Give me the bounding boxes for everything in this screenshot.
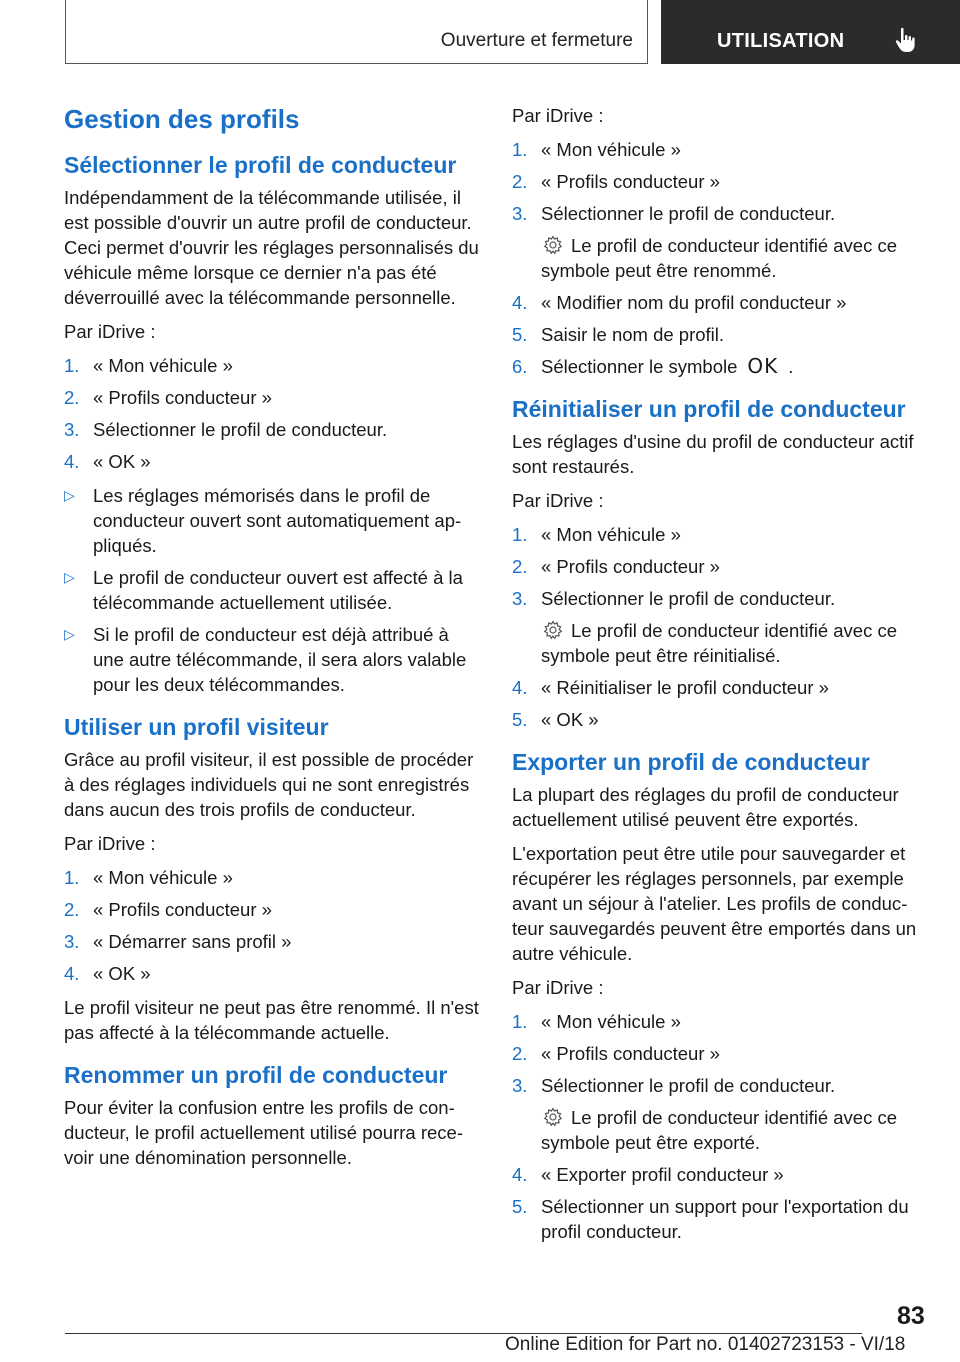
- step-number: 1.: [64, 867, 80, 888]
- step-number: 2.: [64, 899, 80, 920]
- list-item: [512, 137, 930, 162]
- note-text: Le profil de conducteur identifié avec ce symbole peut être réinitialisé.: [541, 620, 898, 666]
- list-item: [64, 897, 482, 922]
- paragraph: Par iDrive :: [64, 321, 156, 342]
- page-title: Gestion des profils: [64, 104, 300, 134]
- step-text: « OK »: [93, 963, 151, 984]
- paragraph: Pour éviter la confusion entre les profils de conducteur, le profil actuellement utilisé pourra recevoir une dénomination personnelle.: [64, 1097, 463, 1168]
- steps-list: [512, 522, 930, 611]
- list-item: [64, 483, 482, 558]
- step-text: « OK »: [541, 709, 599, 730]
- step-number: 1.: [64, 355, 80, 376]
- note: [512, 618, 930, 668]
- paragraph: Par iDrive :: [512, 490, 604, 511]
- steps-list: [512, 290, 930, 379]
- step-text: Sélectionner un support pour l'exportation du profil conducteur.: [541, 1196, 909, 1242]
- paragraph: L'exportation peut être utile pour sauvegarder et récupérer les réglages personnels, par exemple avant un séjour à l'atelier. Les profils de conducteur sauvegardés peuvent être emportés dans un autre véhicule.: [512, 843, 917, 964]
- list-item: [64, 565, 482, 615]
- triangle-bullet-icon: ▷: [64, 569, 75, 585]
- step-text: Sélectionner le profil de conducteur.: [541, 588, 836, 609]
- list-item: [512, 290, 930, 315]
- step-text: « Mon véhicule »: [541, 524, 681, 545]
- step-text: Sélectionner le profil de conducteur.: [93, 419, 388, 440]
- step-text: « Mon véhicule »: [93, 867, 233, 888]
- step-number: 3.: [512, 588, 528, 609]
- heading-visitor-profile: Utiliser un profil visiteur: [64, 714, 329, 740]
- bullet-list: [64, 483, 482, 697]
- step-text: « Mon véhicule »: [541, 1011, 681, 1032]
- right-column: [512, 103, 930, 1253]
- paragraph: La plupart des réglages du profil de conducteur actuellement utilisé peuvent être exportés.: [512, 784, 899, 830]
- list-item: [64, 622, 482, 697]
- left-column: [64, 100, 482, 1179]
- steps-list: [512, 137, 930, 226]
- step-number: 5.: [512, 324, 528, 345]
- heading-export-profile: Exporter un profil de conducteur: [512, 749, 870, 775]
- step-number: 4.: [64, 451, 80, 472]
- steps-list: [512, 1009, 930, 1098]
- paragraph: Par iDrive :: [64, 833, 156, 854]
- step-text: Sélectionner le profil de conducteur.: [541, 203, 836, 224]
- note: [512, 1105, 930, 1155]
- list-item: [64, 385, 482, 410]
- triangle-bullet-icon: ▷: [64, 487, 75, 503]
- list-item: [512, 322, 930, 347]
- heading-select-profile: Sélectionner le profil de conducteur: [64, 152, 457, 178]
- step-number: 4.: [64, 963, 80, 984]
- heading-reset-profile: Réinitialiser un profil de conducteur: [512, 396, 906, 422]
- list-item: [512, 1009, 930, 1034]
- list-item: [512, 1073, 930, 1098]
- step-text: « Profils conducteur »: [93, 899, 272, 920]
- step-text: Sélectionner le symbole: [541, 356, 738, 377]
- step-number: 2.: [64, 387, 80, 408]
- step-number: 3.: [512, 203, 528, 224]
- header-chapter-box: [661, 0, 960, 64]
- list-item: [512, 201, 930, 226]
- step-number: 2.: [512, 556, 528, 577]
- header-section-box: [65, 0, 648, 64]
- steps-list: [64, 865, 482, 986]
- list-item: [512, 554, 930, 579]
- step-number: 4.: [512, 292, 528, 313]
- steps-list: [64, 353, 482, 474]
- paragraph: Par iDrive :: [512, 105, 604, 126]
- footer-edition: Online Edition for Part no. 01402723153 - VI/18: [505, 1334, 906, 1355]
- step-number: 4.: [512, 1164, 528, 1185]
- note-text: Le profil de conducteur identifié avec ce symbole peut être exporté.: [541, 1107, 898, 1153]
- step-text: « Réinitialiser le profil conducteur »: [541, 677, 829, 698]
- list-item: [64, 417, 482, 442]
- steps-list: [512, 675, 930, 732]
- list-item: [512, 586, 930, 611]
- step-text: « Démarrer sans profil »: [93, 931, 292, 952]
- heading-rename-profile: Renommer un profil de conducteur: [64, 1062, 448, 1088]
- step-number: 2.: [512, 1043, 528, 1064]
- gear-icon: [543, 1107, 563, 1127]
- list-item: [512, 1041, 930, 1066]
- step-text: « Modifier nom du profil conducteur »: [541, 292, 847, 313]
- step-number: 1.: [512, 139, 528, 160]
- bullet-text: Si le profil de conducteur est déjà attribué à une autre télécommande, il sera alors valable pour les deux télécommandes.: [93, 624, 467, 695]
- step-number: 1.: [512, 524, 528, 545]
- step-text: « Profils conducteur »: [541, 171, 720, 192]
- step-text: « OK »: [93, 451, 151, 472]
- paragraph: Par iDrive :: [512, 977, 604, 998]
- step-text: « Mon véhicule »: [93, 355, 233, 376]
- step-number: 2.: [512, 171, 528, 192]
- bullet-text: Le profil de conducteur ouvert est affecté à la télécommande actuellement utilisée.: [93, 567, 463, 613]
- list-item: [512, 522, 930, 547]
- step-text: « Profils conducteur »: [541, 556, 720, 577]
- step-number: 3.: [64, 931, 80, 952]
- list-item: [512, 1162, 930, 1187]
- triangle-bullet-icon: ▷: [64, 626, 75, 642]
- paragraph: Grâce au profil visiteur, il est possible de procéder à des réglages individuels qui ne sont enregistrés dans aucun des trois profils de conducteur.: [64, 749, 474, 820]
- step-number: 4.: [512, 677, 528, 698]
- paragraph: Indépendamment de la télécommande utilisée, il est possible d'ouvrir un autre profil de conducteur. Ceci permet d'ouvrir les réglages personnalisés du véhicule même lorsque ce dernier n'a pas été déverrouillé avec la télécommande personnelle.: [64, 187, 479, 308]
- page-number: 83: [897, 1302, 925, 1330]
- ok-symbol-icon: OK: [747, 354, 779, 378]
- step-text: « Mon véhicule »: [541, 139, 681, 160]
- gear-icon: [543, 620, 563, 640]
- note-text: Le profil de conducteur identifié avec ce symbole peut être renommé.: [541, 235, 898, 281]
- step-number: 3.: [512, 1075, 528, 1096]
- steps-list: [512, 1162, 930, 1244]
- list-item: [512, 1194, 930, 1244]
- list-item: [512, 169, 930, 194]
- step-text: Sélectionner le profil de conducteur.: [541, 1075, 836, 1096]
- note: [512, 233, 930, 283]
- step-text: Saisir le nom de profil.: [541, 324, 725, 345]
- hand-pointer-icon: [895, 26, 921, 54]
- step-text: « Exporter profil conducteur »: [541, 1164, 784, 1185]
- list-item: [64, 449, 482, 474]
- step-number: 5.: [512, 1196, 528, 1217]
- list-item: [512, 707, 930, 732]
- header-chapter-title: UTILISATION: [717, 30, 845, 52]
- bullet-text: Les réglages mémorisés dans le profil de conducteur ouvert sont automatiquement appliqués.: [93, 485, 462, 556]
- step-number: 6.: [512, 356, 528, 377]
- paragraph: Le profil visiteur ne peut pas être renommé. Il n'est pas affecté à la télécommande actuelle.: [64, 997, 479, 1043]
- step-text: « Profils conducteur »: [541, 1043, 720, 1064]
- list-item: [64, 353, 482, 378]
- list-item: [64, 865, 482, 890]
- step-number: 1.: [512, 1011, 528, 1032]
- header-section-title: Ouverture et fermeture: [440, 30, 633, 51]
- gear-icon: [543, 235, 563, 255]
- step-text: « Profils conducteur »: [93, 387, 272, 408]
- list-item: [64, 929, 482, 954]
- list-item: [512, 354, 930, 379]
- step-end: .: [788, 356, 794, 377]
- step-number: 3.: [64, 419, 80, 440]
- paragraph: Les réglages d'usine du profil de conducteur actif sont restaurés.: [512, 431, 914, 477]
- list-item: [64, 961, 482, 986]
- list-item: [512, 675, 930, 700]
- step-number: 5.: [512, 709, 528, 730]
